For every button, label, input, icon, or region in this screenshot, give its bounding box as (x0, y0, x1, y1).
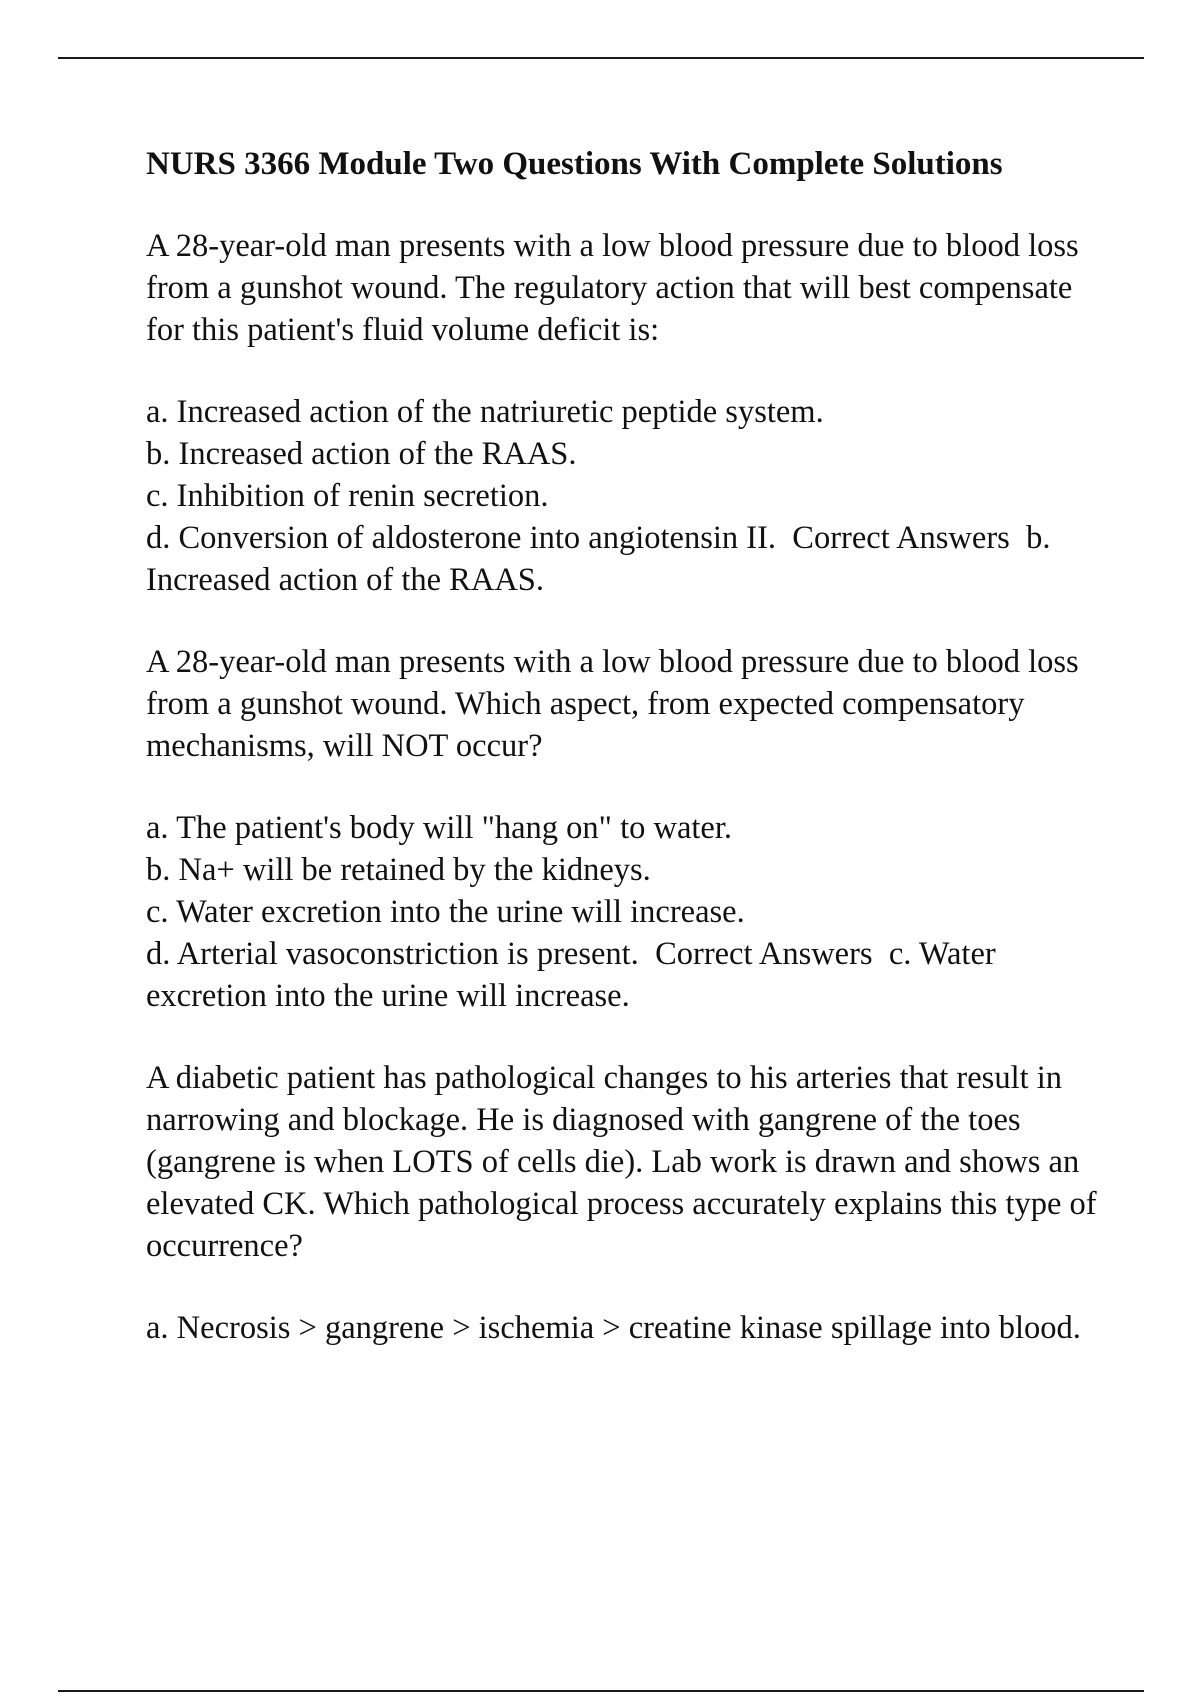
question-1-option-c: c. Inhibition of renin secretion. (146, 478, 549, 514)
question-1-options (146, 391, 1106, 601)
question-1-option-a: a. Increased action of the natriuretic peptide system. (146, 394, 824, 430)
document-body (146, 144, 1106, 1389)
question-2-option-b: b. Na+ will be retained by the kidneys. (146, 852, 651, 888)
question-2-option-c: c. Water excretion into the urine will increase. (146, 894, 745, 930)
question-2-option-a: a. The patient's body will "hang on" to water. (146, 810, 732, 846)
question-3-stem: A diabetic patient has pathological changes to his arteries that result in narrowing and blockage. He is diagnosed with gangrene of the toes (gangrene is when LOTS of cells die). Lab work is drawn and shows an elevated CK. Which pathological process accurately explains this type of occurrence? (146, 1060, 1097, 1264)
question-2-option-d-with-answer (146, 933, 1106, 1017)
question-2-answer: c. Water excretion into the urine will increase. (146, 936, 996, 1014)
question-3-option-a: a. Necrosis > gangrene > ischemia > creatine kinase spillage into blood. (146, 1310, 1081, 1346)
question-2-option-d: d. Arterial vasoconstriction is present. (146, 936, 639, 972)
question-1-option-d: d. Conversion of aldosterone into angiotensin II. (146, 520, 777, 556)
question-2-answer-label: Correct Answers (655, 936, 873, 972)
question-2-stem: A 28-year-old man presents with a low blood pressure due to blood loss from a gunshot wound. Which aspect, from expected compensatory mechanisms, will NOT occur? (146, 644, 1079, 764)
question-2-options (146, 807, 1106, 1017)
question-1-answer-label: Correct Answers (792, 520, 1010, 556)
question-1-option-d-with-answer (146, 517, 1106, 601)
bottom-rule (58, 1690, 1144, 1692)
document-title: NURS 3366 Module Two Questions With Complete Solutions (146, 146, 1003, 182)
question-1-stem: A 28-year-old man presents with a low blood pressure due to blood loss from a gunshot wound. The regulatory action that will best compensate for this patient's fluid volume deficit is: (146, 228, 1079, 348)
top-rule (58, 57, 1144, 59)
question-1-option-b: b. Increased action of the RAAS. (146, 436, 577, 472)
question-1-answer: b. Increased action of the RAAS. (146, 520, 1051, 598)
question-3-options (146, 1307, 1106, 1349)
